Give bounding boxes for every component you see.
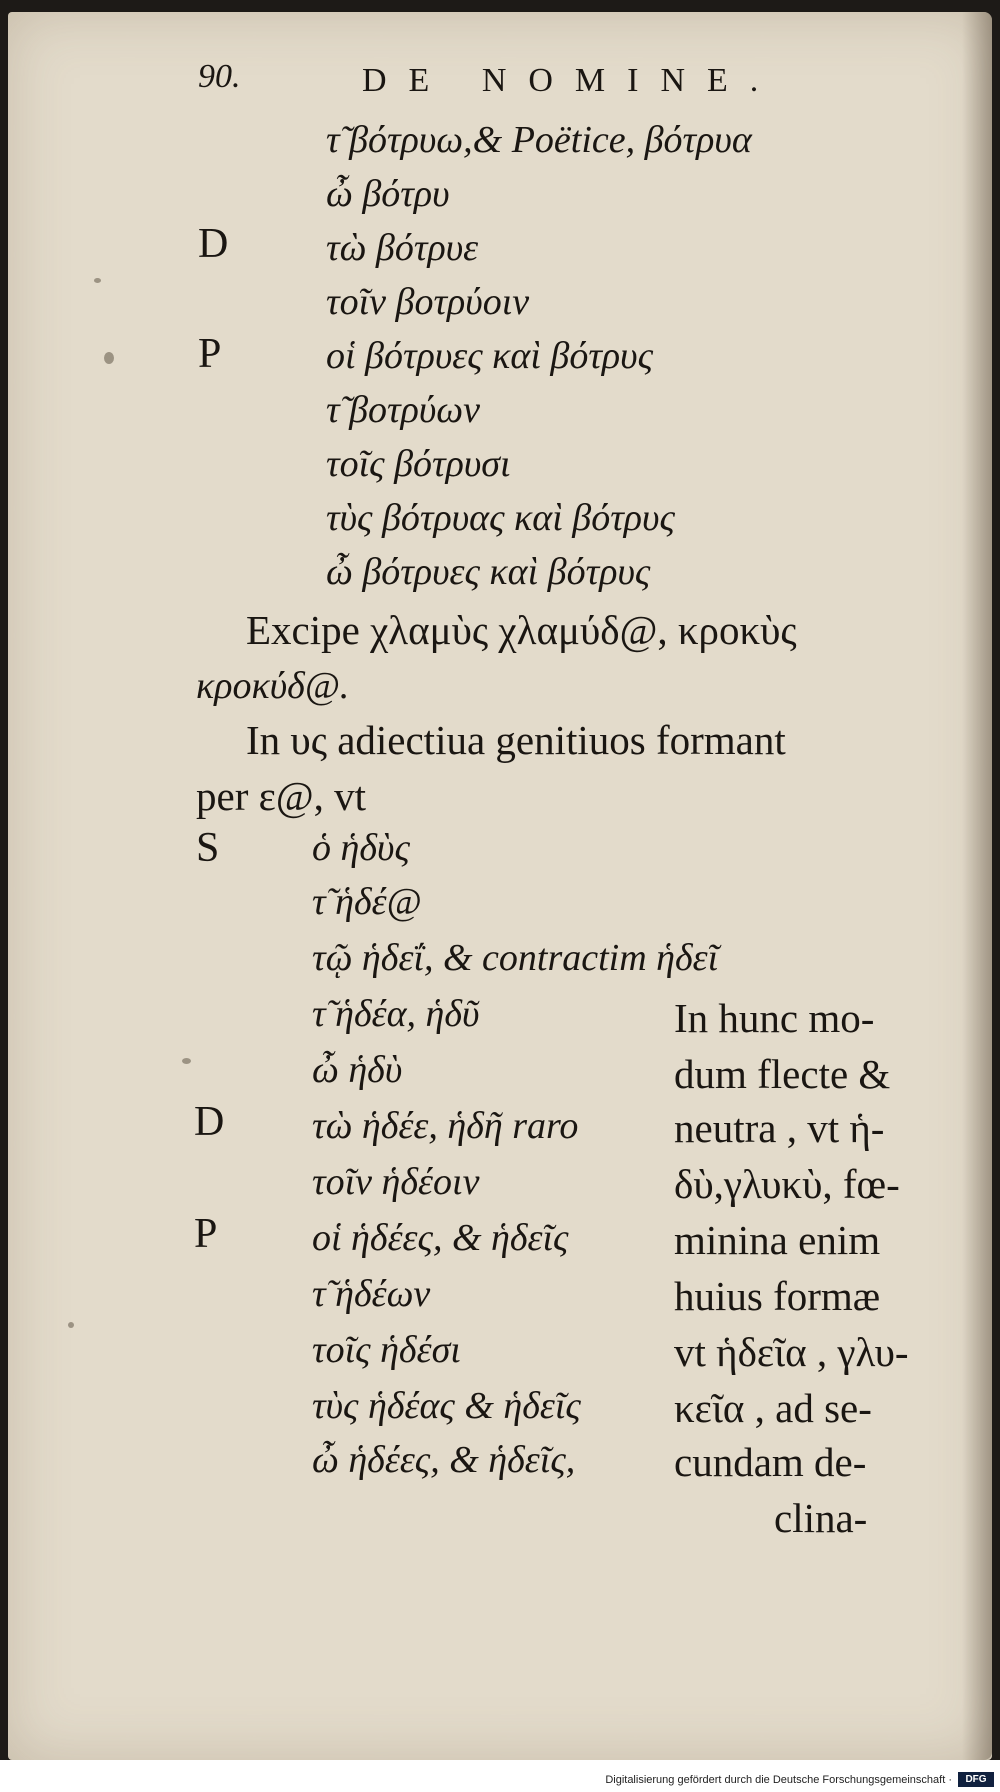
case-label-singular: S	[196, 825, 220, 871]
paper-speck	[68, 1322, 74, 1328]
case-label-dual: D	[194, 1099, 225, 1145]
case-label-plural: P	[194, 1211, 218, 1257]
paradigm1-line: ὦ βότρυες καὶ βότρυς	[326, 551, 651, 593]
running-head: DE NOMINE.	[362, 62, 781, 99]
paper-speck	[104, 352, 114, 364]
paragraph-line: Excipe χλαμὺς χλαμύδ@, κροκὺς	[246, 607, 797, 653]
footer-credit: Digitalisierung gefördert durch die Deutsche Forschungsgemeinschaft ·	[605, 1774, 952, 1786]
paragraph-line: κροκύδ@.	[196, 665, 350, 707]
paradigm1-line: ὦ βότρυ	[326, 173, 450, 215]
sidenote-line: neutra , vt ἡ-	[674, 1105, 885, 1151]
sidenote-line: cundam de-	[674, 1439, 867, 1485]
paradigm2-line: τ̃ ἡδέα, ἡδῦ	[312, 993, 480, 1035]
paragraph-line: per ε@, vt	[196, 773, 366, 819]
sidenote-line: dum flecte &	[674, 1051, 891, 1097]
paradigm2-line: τ̃ ἡδέ@	[312, 881, 422, 923]
sidenote-line: huius formæ	[674, 1273, 881, 1319]
sidenote-line: In hunc mo-	[674, 995, 875, 1041]
paper-speck	[94, 278, 101, 283]
paragraph-line: In υς adiectiua genitiuos formant	[246, 717, 786, 763]
paradigm2-line: ὦ ἡδέες, & ἡδεῖς,	[312, 1439, 576, 1481]
sidenote-line: δὺ,γλυκὺ, fœ-	[674, 1161, 900, 1207]
sidenote-line: vt ἡδεῖα , γλυ-	[674, 1329, 909, 1375]
paradigm1-line: οἱ βότρυες καὶ βότρυς	[326, 335, 654, 377]
paper-speck	[182, 1058, 191, 1064]
paradigm1-line: τ̃ βότρυω,& Poëtice, βότρυα	[326, 119, 752, 161]
paradigm2-line: ὁ ἡδὺς	[312, 827, 410, 869]
sidenote-line: minina enim	[674, 1217, 881, 1263]
case-label-plural: P	[198, 331, 222, 377]
paradigm2-line: τῷ ἡδεΐ, & contractim ἡδεῖ	[312, 937, 719, 979]
paradigm1-line: τὺς βότρυας καὶ βότρυς	[326, 497, 675, 539]
paradigm1-line: τοῖς βότρυσι	[326, 443, 511, 485]
dfg-logo: DFG	[958, 1772, 994, 1787]
paradigm2-line: οἱ ἡδέες, & ἡδεῖς	[312, 1217, 569, 1259]
paradigm1-line: τ̃ βοτρύων	[326, 389, 481, 431]
paradigm1-line: τοῖν βοτρύοιν	[326, 281, 530, 323]
paradigm2-line: τὺς ἡδέας & ἡδεῖς	[312, 1385, 581, 1427]
page-number: 90.	[198, 58, 241, 95]
case-label-dual: D	[198, 221, 229, 267]
paradigm1-line: τὼ βότρυε	[326, 227, 479, 269]
paradigm2-line: ὦ ἡδὺ	[312, 1049, 403, 1091]
paradigm2-line: τοῖν ἡδέοιν	[312, 1161, 480, 1203]
paradigm2-line: τὼ ἡδέε, ἡδῆ raro	[312, 1105, 579, 1147]
paradigm2-line: τοῖς ἡδέσι	[312, 1329, 461, 1371]
page-edge-shadow	[962, 12, 992, 1760]
paradigm2-line: τ̃ ἡδέων	[312, 1273, 431, 1315]
sidenote-line: κεῖα , ad se-	[674, 1385, 872, 1431]
sidenote-line: clina-	[774, 1495, 868, 1541]
